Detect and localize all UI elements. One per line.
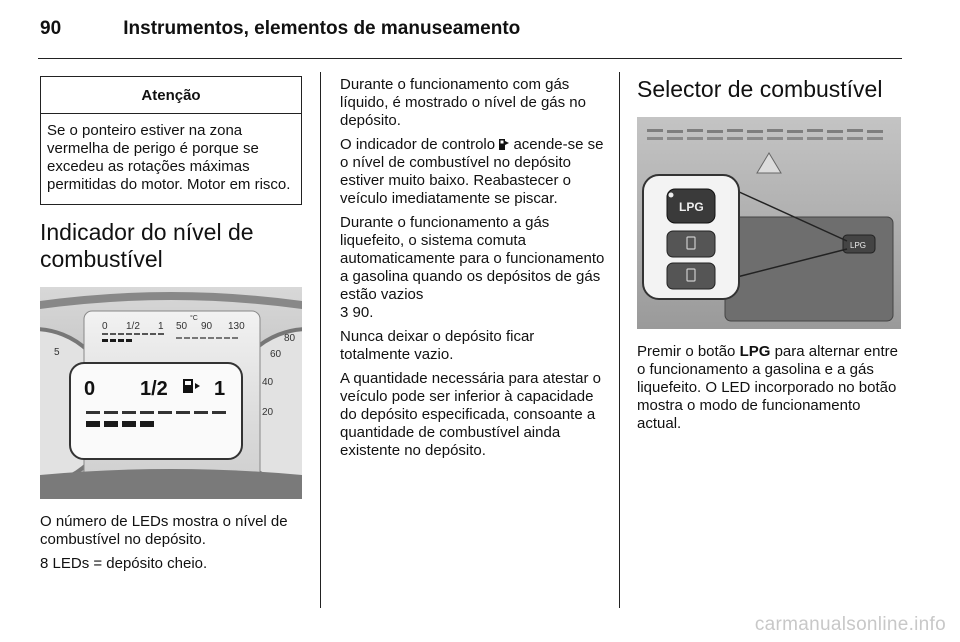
vent-slat (707, 137, 723, 140)
temp-led (208, 337, 214, 339)
never-empty-text: Nunca deixar o depósito ficar totalmente vazio. (340, 328, 535, 363)
top-fuel-led-outline (126, 333, 132, 335)
page-reference: 3 90. (340, 304, 374, 321)
fuel-gauge-heading: Indicador do nível de combustível (40, 219, 254, 272)
vent-slat (667, 130, 683, 133)
lpg-level-text: Durante o funcionamento com gás líquido, é mostrado o nível de gás no depósito. (340, 76, 586, 129)
fuel-led-outline (140, 411, 154, 414)
temp-unit-label: °C (190, 315, 198, 322)
fuel-led-outline (158, 411, 172, 414)
page-number: 90 (40, 18, 62, 39)
vent-slat (767, 137, 783, 140)
top-label-0: 0 (102, 321, 108, 332)
top-fuel-led-outline (118, 333, 124, 335)
lpg-button-instructions: Premir o botão LPG para alternar entre o funcionamento a gasolina e a gás liquefeito. O LED incorporado no botão mostra o modo de funcionamento actual. (637, 343, 898, 432)
zoom-label-1: 1 (214, 378, 226, 400)
vent-slat (847, 137, 863, 140)
vent-slat (707, 130, 723, 133)
vent-slat (827, 130, 843, 133)
vent-slat (727, 129, 743, 132)
fuel-pump-icon (499, 137, 509, 149)
fuel-gauge-full-note: 8 LEDs = depósito cheio. (40, 555, 208, 572)
fuel-led-outline (212, 411, 226, 414)
lower-button-1 (667, 231, 715, 257)
vent-slat (747, 137, 763, 140)
top-fuel-led-outline (102, 333, 108, 335)
temp-led (200, 337, 206, 339)
low-fuel-indicator-text: O indicador de controlo acende-se se o nível de combustível no depósito estiver muito baixo. Reabastecer o veículo imediatamente se piscar. (340, 136, 604, 207)
speedo-label-60: 60 (270, 349, 282, 360)
temp-led (192, 337, 198, 339)
lpg-button-label: LPG (679, 200, 704, 214)
lower-button-2 (667, 263, 715, 289)
column-divider-2 (619, 72, 620, 608)
tacho-label-5: 5 (54, 347, 60, 358)
fuel-led-lit (104, 421, 118, 427)
vent-slat (687, 129, 703, 132)
fuel-led-lit (122, 421, 136, 427)
top-fuel-led-lit (102, 339, 108, 342)
chapter-title: Instrumentos, elementos de manuseamento (123, 18, 521, 39)
fuel-led-outline (122, 411, 136, 414)
vent-slat (747, 130, 763, 133)
vent-slat (787, 137, 803, 140)
vent-slat (767, 129, 783, 132)
top-fuel-led-outline (134, 333, 140, 335)
warning-text: Se o ponteiro estiver na zona vermelha de perigo é porque se excedeu as rotações máximas permitidas do motor. Motor em risco. (47, 122, 291, 193)
center-console-illustration (637, 117, 901, 329)
top-label-half: 1/2 (126, 321, 140, 332)
vent-slat (827, 137, 843, 140)
instrument-cluster-illustration (40, 287, 302, 499)
vent-slat (847, 129, 863, 132)
vent-slat (647, 137, 663, 140)
column-2 (340, 76, 606, 466)
speedo-label-40: 40 (262, 377, 274, 388)
top-label-1: 1 (158, 321, 164, 332)
top-fuel-led-outline (150, 333, 156, 335)
vent-slat (727, 137, 743, 140)
column-divider-1 (320, 72, 321, 608)
infotainment-screen (725, 217, 893, 321)
top-label-130: 130 (228, 321, 245, 332)
top-fuel-led-lit (118, 339, 124, 342)
warning-title: Atenção (41, 77, 301, 114)
vent-slat (787, 130, 803, 133)
fuel-gauge-figure (40, 287, 302, 499)
vent-slat (807, 129, 823, 132)
vent-slat (687, 137, 703, 140)
fuel-led-outline (86, 411, 100, 414)
top-fuel-led-outline (110, 333, 116, 335)
top-fuel-led-outline (158, 333, 164, 335)
page-header (40, 18, 520, 40)
zoom-label-half: 1/2 (140, 378, 168, 400)
header-rule (38, 58, 902, 59)
fuel-led-outline (104, 411, 118, 414)
speedo-label-20: 20 (262, 407, 274, 418)
fuel-selector-figure (637, 117, 901, 329)
speedo-label-80: 80 (284, 333, 296, 344)
vent-slat (807, 137, 823, 140)
temp-led (232, 337, 238, 339)
auto-switch-text: Durante o funcionamento a gás liquefeito, o sistema comuta automaticamente para o funcionamento a gasolina quando os depósitos de gás estão vazios 3 90. (340, 214, 605, 321)
top-fuel-led-lit (110, 339, 116, 342)
temp-led (216, 337, 222, 339)
zoom-label-0: 0 (84, 378, 96, 400)
warning-box (40, 76, 302, 205)
column-1 (40, 76, 302, 579)
fuel-led-lit (86, 421, 100, 427)
column-3 (637, 76, 905, 439)
fuel-led-lit (140, 421, 154, 427)
vent-slat (867, 137, 883, 140)
top-fuel-led-lit (126, 339, 132, 342)
refuel-quantity-text: A quantidade necessária para atestar o veículo pode ser inferior à capacidade do depósito especificada, consoante a quantidade de combustível ainda existente no depósito. (340, 370, 602, 459)
temp-led (184, 337, 190, 339)
lpg-led (669, 193, 674, 198)
console-lpg-label: LPG (850, 241, 867, 250)
vent-slat (667, 137, 683, 140)
fuel-led-outline (176, 411, 190, 414)
top-label-50: 50 (176, 321, 188, 332)
lpg-button-name: LPG (739, 343, 771, 360)
cluster-lower-trim (40, 469, 302, 499)
temp-led (224, 337, 230, 339)
fuel-selector-heading: Selector de combustível (637, 76, 883, 102)
watermark: carmanualsonline.info (754, 614, 946, 635)
temp-led (176, 337, 182, 339)
fuel-led-outline (194, 411, 208, 414)
top-fuel-led-outline (142, 333, 148, 335)
fuel-gauge-description: O número de LEDs mostra o nível de combustível no depósito. (40, 513, 288, 548)
vent-slat (867, 130, 883, 133)
top-label-90: 90 (201, 321, 213, 332)
vent-slat (647, 129, 663, 132)
